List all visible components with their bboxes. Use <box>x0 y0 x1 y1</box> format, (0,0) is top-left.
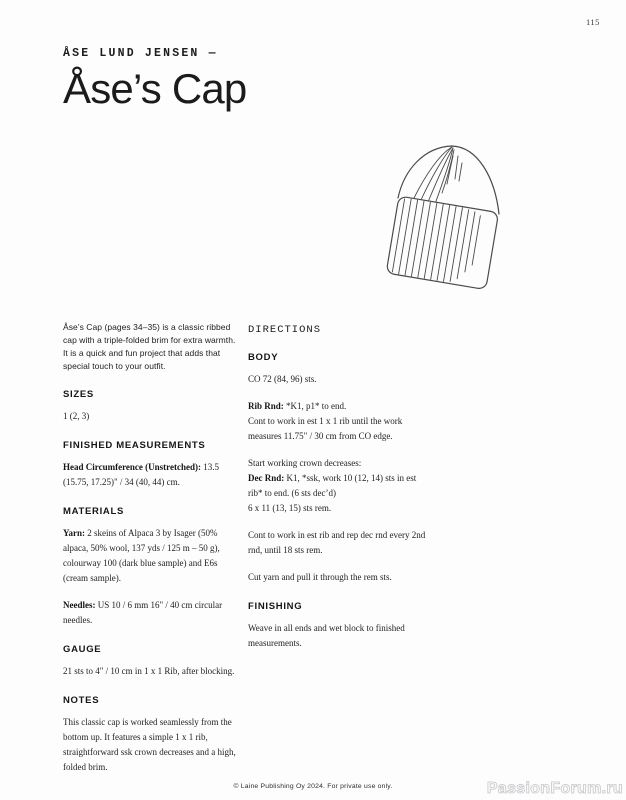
gauge-heading: GAUGE <box>63 644 102 655</box>
finished-measurements-heading: FINISHED MEASUREMENTS <box>63 440 206 451</box>
head-circumference-label: Head Circumference (Unstretched): <box>63 462 201 472</box>
yarn-label: Yarn: <box>63 528 85 538</box>
notes-heading: NOTES <box>63 695 100 706</box>
rib-round-label: Rib Rnd: <box>248 401 284 411</box>
watermark: PassionForum.ru <box>486 780 623 797</box>
decrease-paragraph <box>248 456 428 516</box>
needles-paragraph <box>63 598 240 628</box>
crown-intro-text: Start working crown decreases: <box>248 458 362 468</box>
directions-heading: DIRECTIONS <box>248 324 322 336</box>
gauge-text: 21 sts to 4" / 10 cm in 1 x 1 Rib, after blocking. <box>63 666 235 676</box>
needles-text: US 10 / 6 mm 16" / 40 cm circular needles. <box>63 600 223 625</box>
finishing-heading: FINISHING <box>248 601 303 612</box>
copyright-footer: © Laine Publishing Oy 2024. For private use only. <box>233 783 393 790</box>
intro-paragraph: Åse’s Cap (pages 34–35) is a classic ribbed cap with a triple-folded brim for extra warmth. It is a quick and fun project that adds that special touch to your outfit. <box>63 322 236 371</box>
body-heading: BODY <box>248 352 279 363</box>
page-number: 115 <box>586 17 600 27</box>
left-column <box>63 321 240 787</box>
decrease-result-text: 6 x 11 (13, 15) sts rem. <box>248 503 332 513</box>
cast-on-text: CO 72 (84, 96) sts. <box>248 374 317 384</box>
cut-yarn-text: Cut yarn and pull it through the rem sts. <box>248 572 392 582</box>
author-name: ÅSE LUND JENSEN — <box>63 47 218 60</box>
notes-text: This classic cap is worked seamlessly from the bottom up. It features a simple 1 x 1 rib, straightforward ssk crown decreases and a high, folded brim. <box>63 717 236 772</box>
needles-label: Needles: <box>63 600 96 610</box>
sizes-value: 1 (2, 3) <box>63 411 90 421</box>
continue-text: Cont to work in est rib and rep dec rnd every 2nd rnd, until 18 sts rem. <box>248 530 426 555</box>
rib-continue-text: Cont to work in est 1 x 1 rib until the work measures 11.75" / 30 cm from CO edge. <box>248 416 403 441</box>
decrease-round-label: Dec Rnd: <box>248 473 285 483</box>
page-header <box>63 47 246 111</box>
head-circumference-paragraph <box>63 460 240 490</box>
sizes-heading: SIZES <box>63 389 94 400</box>
rib-round-line <box>248 399 428 414</box>
page-title: Åse’s Cap <box>63 65 247 112</box>
rib-round-paragraph <box>248 399 428 444</box>
finishing-text: Weave in all ends and wet block to finished measurements. <box>248 623 405 648</box>
materials-heading: MATERIALS <box>63 506 125 517</box>
yarn-paragraph <box>63 526 240 586</box>
yarn-text: 2 skeins of Alpaca 3 by Isager (50% alpaca, 50% wool, 137 yds / 125 m – 50 g), colourway 100 (dark blue sample) and E6s (cream sample). <box>63 528 220 583</box>
head-circumference-value: 13.5 (15.75, 17.25)" / 34 (40, 44) cm. <box>63 462 219 487</box>
decrease-round-line <box>248 471 428 501</box>
right-column <box>248 324 428 663</box>
decrease-round-text: K1, *ssk, work 10 (12, 14) sts in est rib* to end. (6 sts dec’d) <box>248 473 417 498</box>
ribbed-cap-illustration <box>374 136 522 298</box>
rib-round-text: *K1, p1* to end. <box>286 401 347 411</box>
